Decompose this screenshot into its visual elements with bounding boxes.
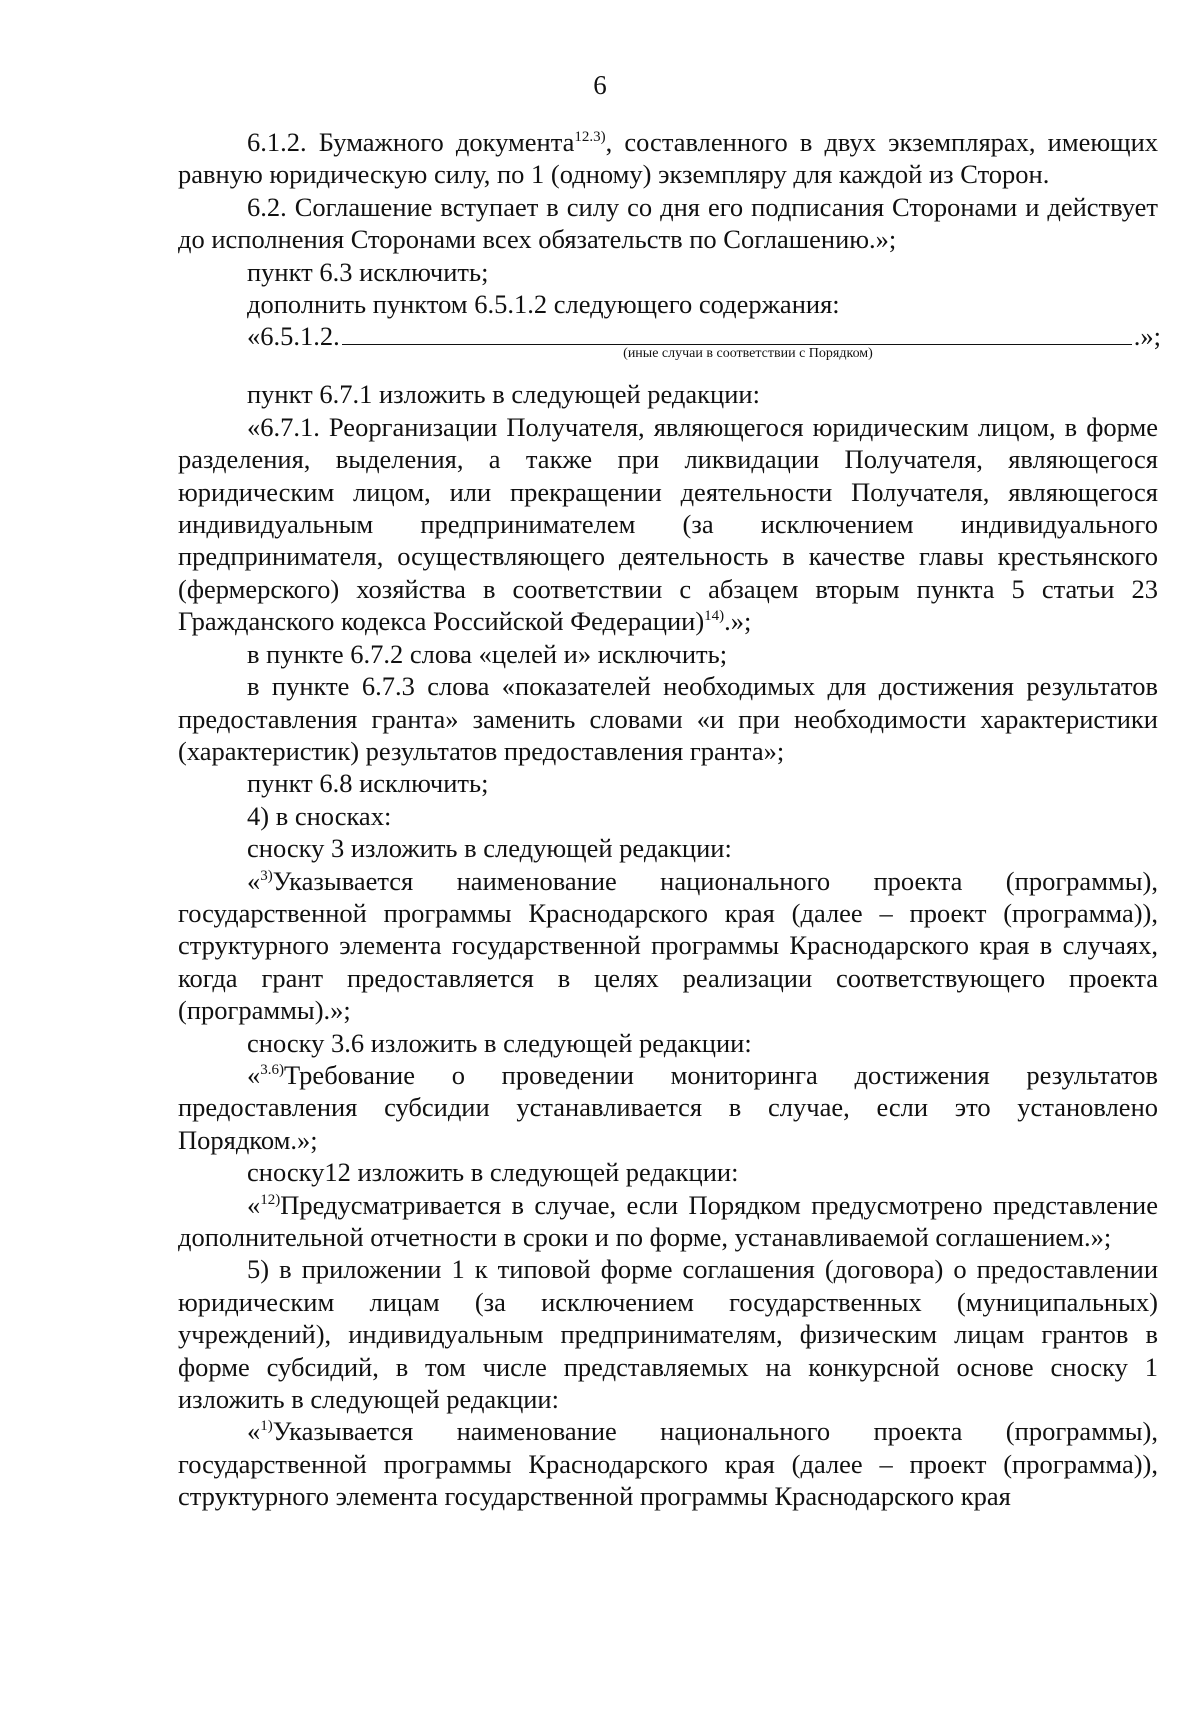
- text: «6.7.1. Реорганизации Получателя, являющегося юридическим лицом, в форме разделения, выделения, а также при ликвидации Получателя, являющегося юридическим лицом, или прекращении деятельности Получателя, являющегося индивидуальным предпринимателем (за исключением индивидуального предпринимателя, осуществляющего деятельность в качестве главы крестьянского (фермерского) хозяйства в соответствии с абзацем вторым пункта 5 статьи 23 Гражданского кодекса Российской Федерации): [178, 411, 1158, 637]
- text: «: [247, 1059, 261, 1090]
- paragraph-6-7-1-intro: пункт 6.7.1 изложить в следующей редакции:: [247, 379, 760, 410]
- blank-rule: [342, 320, 1132, 345]
- paragraph-6-1-2: [178, 126, 1158, 191]
- text: , составленного в двух экземплярах, имеющих равную юридическую силу, по 1 (одному) экземпляру для каждой из Сторон.: [178, 127, 1158, 190]
- page-number: 6: [593, 70, 607, 100]
- paragraph-footnote-3-intro: сноску 3 изложить в следующей редакции:: [247, 833, 732, 864]
- fill-in-caption: (иные случаи в соответствии с Порядком): [623, 346, 873, 362]
- paragraph-exclude-6-8: пункт 6.8 исключить;: [247, 768, 489, 799]
- text: Указывается наименование национального проекта (программы), государственной программы Краснодарского края (далее – проект (программа)), структурного элемента государственной программы Краснодарского края в случаях, когда грант предоставляется в целях реализации соответствующего проекта (программы).»;: [178, 865, 1158, 1026]
- text: .»;: [1133, 321, 1161, 352]
- paragraph-exclude-6-3: пункт 6.3 исключить;: [247, 256, 489, 287]
- text: «: [247, 865, 261, 896]
- text: .»;: [724, 606, 752, 637]
- paragraph-appendix-1: 5) в приложении 1 к типовой форме соглашения (договора) о предоставлении юридическим лицам (за исключением государственных (муниципальных) учреждений), индивидуальным предпринимателям, физическим лицам грантов в форме субсидий, в том числе представляемых на конкурсной основе сноску 1 изложить в следующей редакции:: [178, 1254, 1158, 1415]
- paragraph-footnote-12: [178, 1189, 1158, 1254]
- fill-in-line: [178, 320, 1161, 358]
- paragraph-footnote-3-6: [178, 1059, 1158, 1156]
- text: Предусматривается в случае, если Порядком предусмотрено представление дополнительной отчетности в сроки и по форме, устанавливаемой соглашением.»;: [178, 1189, 1158, 1252]
- text: Указывается наименование национального проекта (программы), государственной программы Краснодарского края (далее – проект (программа)), структурного элемента государственной программы Краснодарского края: [178, 1416, 1158, 1512]
- footnote-ref: 12.3): [574, 129, 606, 146]
- paragraph-6-7-2: в пункте 6.7.2 слова «целей и» исключить;: [247, 638, 728, 669]
- footnote-ref: 1): [260, 1418, 273, 1435]
- footnote-ref: 3): [260, 867, 273, 884]
- paragraph-6-2: 6.2. Соглашение вступает в силу со дня его подписания Сторонами и действует до исполнения Сторонами всех обязательств по Соглашению.»;: [178, 191, 1158, 255]
- footnote-ref: 14): [704, 608, 725, 625]
- paragraph-footnote-3-6-intro: сноску 3.6 изложить в следующей редакции:: [247, 1027, 752, 1058]
- paragraph-6-7-1: [178, 411, 1158, 638]
- text: «6.5.1.2.: [247, 321, 340, 352]
- paragraph-add-6-5-1-2: дополнить пунктом 6.5.1.2 следующего содержания:: [247, 289, 840, 320]
- text: «: [247, 1416, 261, 1447]
- text: Требование о проведении мониторинга достижения результатов предоставления субсидии устанавливается в случае, если это установлено Порядком.»;: [178, 1059, 1158, 1155]
- document-body: [178, 126, 1161, 1513]
- footnote-ref: 3.6): [260, 1062, 284, 1079]
- footnote-ref: 12): [260, 1191, 281, 1208]
- text: «: [247, 1189, 261, 1220]
- paragraph-6-7-3: в пункте 6.7.3 слова «показателей необходимых для достижения результатов предоставления гранта» заменить словами «и при необходимости характеристики (характеристик) результатов предоставления гранта»;: [178, 671, 1158, 766]
- paragraph-footnotes-heading: 4) в сносках:: [247, 800, 392, 831]
- paragraph-footnote-1: [178, 1415, 1158, 1512]
- paragraph-footnote-3: [178, 865, 1158, 1027]
- text: 6.1.2. Бумажного документа: [247, 127, 575, 157]
- paragraph-footnote-12-intro: сноску12 изложить в следующей редакции:: [247, 1157, 739, 1188]
